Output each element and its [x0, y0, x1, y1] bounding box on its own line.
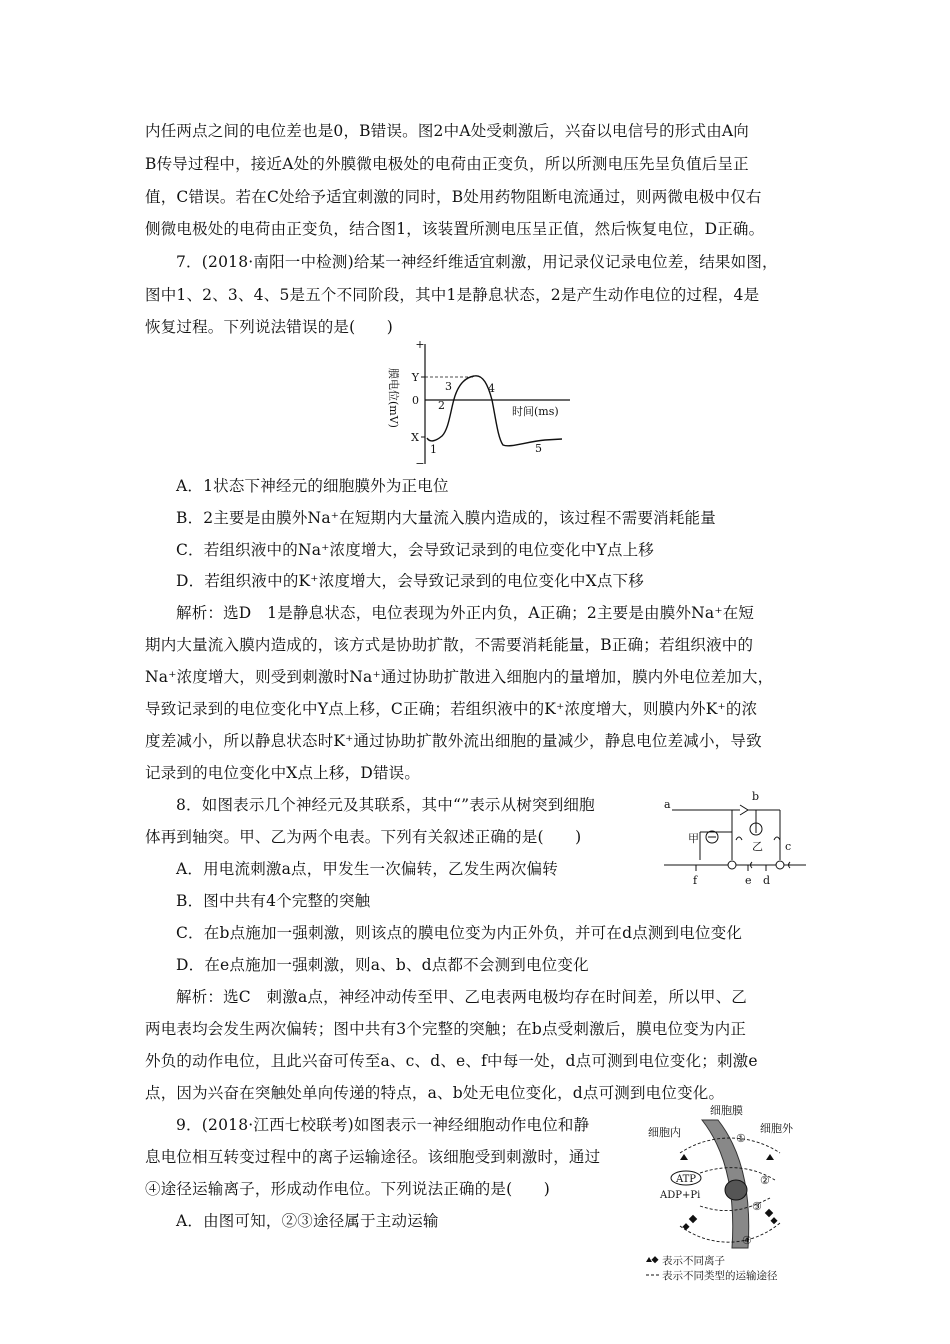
q7-option-c: C．若组织液中的Na⁺浓度增大，会导致记录到的电位变化中Y点上移 [176, 541, 654, 559]
point-c-label: c [785, 840, 792, 853]
stage-label: 1 [430, 443, 437, 456]
legend-ion-diamond-icon [651, 1256, 658, 1263]
stage-label: 5 [535, 442, 542, 455]
q8-analysis: 两电表均会发生两次偏转；图中共有3个完整的突触；在b点受刺激后，膜电位变为内正 [145, 1020, 747, 1038]
ion-triangle-icon [766, 1154, 774, 1160]
ion-transport-figure [640, 1098, 820, 1284]
x-point-label: X [411, 431, 419, 444]
ion-diamond-icon [770, 1217, 777, 1224]
zero-label: 0 [412, 394, 419, 407]
q7-analysis: 度差减小，所以静息状态时K⁺通过协助扩散外流出细胞的量减少，静息电位差减小，导致 [145, 732, 762, 750]
point-e-label: e [745, 874, 752, 887]
path-4 [680, 1223, 780, 1242]
q9-stem: ④途径运输离子，形成动作电位。下列说法正确的是( ) [145, 1180, 550, 1198]
q8-option-c: C．在b点施加一强刺激，则该点的膜电位变为内正外负，并可在d点测到电位变化 [176, 924, 743, 942]
q9-option-a: A．由图可知，②③途径属于主动运输 [176, 1212, 439, 1230]
q7-stem: 图中1、2、3、4、5是五个不同阶段，其中1是静息状态，2是产生动作电位的过程，4是 [145, 286, 760, 304]
q9-stem: 息电位相互转变过程中的离子运输途径。该细胞受到刺激时，通过 [145, 1148, 601, 1166]
path-3-label: ③ [752, 1200, 762, 1213]
q8-option-d: D．在e点施加一强刺激，则a、b、d点都不会测到电位变化 [176, 956, 589, 974]
q8-analysis: 点，因为兴奋在突触处单向传递的特点，a、b处无电位变化，d点可测到电位变化。 [145, 1084, 725, 1102]
q8-analysis: 解析：选C 刺激a点，神经冲动传至甲、乙电表两电极均存在时间差，所以甲、乙 [176, 988, 748, 1006]
q8-stem: 8．如图表示几个神经元及其联系，其中“”表示从树突到细胞 [176, 796, 595, 814]
q7-option-a: A．1状态下神经元的细胞膜外为正电位 [176, 477, 449, 495]
point-d-label: d [763, 874, 771, 887]
q7-stem: 恢复过程。下列说法错误的是( ) [145, 318, 393, 336]
q7-analysis: Na⁺浓度增大，则受到刺激时Na⁺通过协助扩散进入细胞内的量增加，膜内外电位差加大， [145, 668, 774, 686]
minus-label: − [415, 457, 425, 470]
ion-diamond-icon [689, 1215, 697, 1223]
q7-option-b: B．2主要是由膜外Na⁺在短期内大量流入膜内造成的，该过程不需要消耗能量 [176, 509, 716, 527]
q8-option-b: B．图中共有4个完整的突触 [176, 892, 371, 910]
y-point-label: Y [411, 371, 419, 384]
membrane-label: 细胞膜 [710, 1104, 743, 1117]
point-a-label: a [664, 798, 671, 811]
q7-analysis: 解析：选D 1是静息状态，电位表现为外正内负，A正确；2主要是由膜外Na⁺在短 [176, 604, 755, 622]
q7-analysis: 期内大量流入膜内造成的，该方式是协助扩散，不需要消耗能量，B正确；若组织液中的 [145, 636, 754, 654]
adp-label: ADP+Pi [660, 1190, 701, 1201]
ion-diamond-icon [765, 1209, 773, 1217]
neuron-circuit-figure [660, 790, 810, 890]
legend-ion-triangle-icon [646, 1257, 652, 1262]
text-line: 内任两点之间的电位差也是0，B错误。图2中A处受刺激后，兴奋以电信号的形式由A向 [145, 122, 750, 140]
text-line: 值，C错误。若在C处给予适宜刺激的同时，B处用药物阻断电流通过，则两微电极中仅右 [145, 188, 762, 206]
x-axis-label: 时间(ms) [512, 405, 559, 418]
stage-label: 3 [445, 380, 452, 393]
q8-analysis: 外负的动作电位，且此兴奋可传至a、c、d、e、f中每一处，d点可测到电位变化；刺激e [145, 1052, 758, 1070]
stage-label: 2 [438, 399, 445, 412]
q7-analysis: 记录到的电位变化中X点上移，D错误。 [145, 764, 421, 782]
path-2-label: ② [760, 1174, 770, 1187]
path-1-label: ① [736, 1132, 746, 1145]
q7-stem: 7．(2018·南阳一中检测)给某一神经纤维适宜刺激，用记录仪记录电位差，结果如图， [176, 253, 778, 271]
text-line: B传导过程中，接近A处的外膜微电极处的电荷由正变负，所以所测电压先呈负值后呈正 [145, 155, 749, 173]
point-f-label: f [693, 874, 698, 887]
point-b-label: b [752, 790, 760, 803]
text-line: 侧微电极处的电荷由正变负，结合图1，该装置所测电压呈正值，然后恢复电位，D正确。 [145, 220, 765, 238]
stage-label: 4 [488, 382, 495, 395]
legend-paths: 表示不同类型的运输途径 [662, 1270, 778, 1282]
q8-option-a: A．用电流刺激a点，甲发生一次偏转，乙发生两次偏转 [176, 860, 558, 878]
y-axis-label: 膜电位(mV) [387, 368, 400, 428]
q7-option-d: D．若组织液中的K⁺浓度增大，会导致记录到的电位变化中X点下移 [176, 572, 644, 590]
q7-analysis: 导致记录到的电位变化中Y点上移，C正确；若组织液中的K⁺浓度增大，则膜内外K⁺的浓 [145, 700, 758, 718]
meter-jia-label: 甲 [688, 832, 699, 845]
legend-ions: 表示不同离子 [662, 1255, 725, 1267]
plus-label: + [415, 340, 425, 351]
meter-yi-label: 乙 [752, 840, 763, 853]
membrane-potential-graph [370, 340, 580, 470]
ion-diamond-icon [682, 1223, 689, 1230]
atp-label: ATP [675, 1174, 697, 1185]
inside-label: 细胞内 [648, 1126, 681, 1139]
ion-triangle-icon [680, 1154, 688, 1160]
q8-stem: 体再到轴突。甲、乙为两个电表。下列有关叙述正确的是( ) [145, 828, 582, 846]
outside-label: 细胞外 [760, 1122, 793, 1135]
path-4-label: ④ [742, 1234, 752, 1247]
carrier-protein [725, 1180, 747, 1200]
q9-stem: 9．(2018·江西七校联考)如图表示一神经细胞动作电位和静 [176, 1116, 590, 1134]
